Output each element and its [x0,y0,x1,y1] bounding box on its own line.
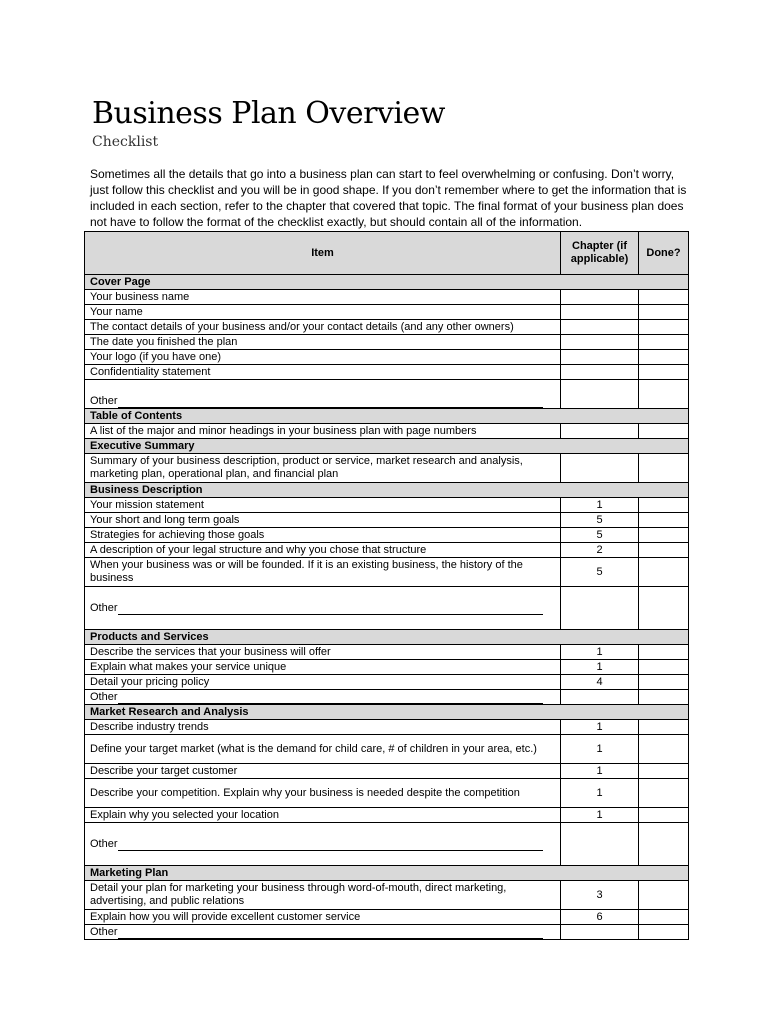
other-entry-cell[interactable] [85,690,561,705]
section-title: Business Description [85,483,689,498]
intro-paragraph: Sometimes all the details that go into a business plan can start to feel overwhelming or confusing. Don’t worry, just follow this checklist and you will be in good shape. If you don’t remember where to get the information that is included in each section, refer to the chapter that covered that topic. The final format of your business plan does not have to follow the format of the checklist exactly, but should contain all of the information. [90,167,687,229]
chapter-cell [561,305,639,320]
chapter-cell [561,925,639,940]
item-text: Strategies for achieving those goals [90,528,265,541]
table-row [85,660,689,675]
chapter-cell: 2 [561,543,639,558]
item-text: When your business was or will be founded. If it is an existing business, the history of the business [90,559,523,584]
item-text: Other [90,837,118,850]
table-row [85,290,689,305]
item-cell [85,881,561,910]
checklist-table [84,231,689,940]
chapter-cell: 4 [561,675,639,690]
item-cell [85,735,561,764]
other-entry-cell[interactable] [85,380,561,409]
done-checkbox-cell[interactable] [639,720,689,735]
chapter-cell [561,350,639,365]
section-header-row [85,275,689,290]
other-line[interactable] [118,604,543,615]
item-cell [85,645,561,660]
item-text: Describe your competition. Explain why your business is needed despite the competition [90,786,520,799]
chapter-cell: 1 [561,660,639,675]
done-checkbox-cell[interactable] [639,305,689,320]
done-checkbox-cell[interactable] [639,558,689,587]
item-text: The contact details of your business and/or your contact details (and any other owners) [90,320,514,333]
item-cell [85,779,561,808]
table-row [85,513,689,528]
done-checkbox-cell[interactable] [639,498,689,513]
done-checkbox-cell[interactable] [639,925,689,940]
item-cell [85,350,561,365]
section-header-row [85,705,689,720]
item-cell [85,335,561,350]
item-cell [85,543,561,558]
section-header-row [85,483,689,498]
section-header-row [85,409,689,424]
section-title: Market Research and Analysis [85,705,689,720]
chapter-cell: 6 [561,910,639,925]
done-checkbox-cell[interactable] [639,779,689,808]
section-title: Executive Summary [85,439,689,454]
table-row [85,305,689,320]
table-row [85,925,689,940]
chapter-cell [561,365,639,380]
item-text: The date you finished the plan [90,335,238,348]
item-text: Define your target market (what is the demand for child care, # of children in your area, etc.) [90,742,537,755]
chapter-cell: 5 [561,528,639,543]
done-checkbox-cell[interactable] [639,690,689,705]
header-done: Done? [639,232,689,275]
chapter-cell: 1 [561,720,639,735]
table-row [85,498,689,513]
chapter-cell: 1 [561,498,639,513]
item-text: A description of your legal structure and why you chose that structure [90,543,427,556]
document-title: Business Plan Overview [92,96,445,131]
item-text: Other [90,690,118,703]
table-row [85,764,689,779]
chapter-cell [561,454,639,483]
other-entry-cell[interactable] [85,587,561,630]
chapter-cell [561,587,639,630]
done-checkbox-cell[interactable] [639,645,689,660]
chapter-cell [561,290,639,305]
table-row [85,365,689,380]
table-row [85,645,689,660]
header-item: Item [85,232,561,275]
done-checkbox-cell[interactable] [639,290,689,305]
done-checkbox-cell[interactable] [639,823,689,866]
chapter-cell: 1 [561,764,639,779]
chapter-cell: 1 [561,645,639,660]
chapter-cell [561,335,639,350]
other-entry-cell[interactable] [85,925,561,940]
item-cell [85,528,561,543]
table-row [85,350,689,365]
item-cell [85,498,561,513]
item-text: Detail your plan for marketing your business through word-of-mouth, direct marketing, advertising, and public relations [90,882,507,907]
table-row [85,587,689,630]
item-text: Your logo (if you have one) [90,350,222,363]
table-row [85,720,689,735]
item-text: Other [90,925,118,938]
item-cell [85,320,561,335]
item-text: Summary of your business description, product or service, market research and analysis, marketing plan, operational plan, and financial plan [90,455,523,480]
done-checkbox-cell[interactable] [639,424,689,439]
other-entry-cell[interactable] [85,823,561,866]
other-line[interactable] [118,840,543,851]
done-checkbox-cell[interactable] [639,454,689,483]
table-header-row [85,232,689,275]
chapter-cell [561,380,639,409]
table-row [85,881,689,910]
item-cell [85,290,561,305]
item-text: Other [90,601,118,614]
item-cell [85,558,561,587]
table-row [85,735,689,764]
item-text: Your name [90,305,143,318]
item-text: Other [90,395,118,407]
other-line[interactable] [118,928,543,939]
table-row [85,823,689,866]
section-title: Marketing Plan [85,866,689,881]
done-checkbox-cell[interactable] [639,543,689,558]
chapter-cell: 5 [561,558,639,587]
table-row [85,528,689,543]
section-title: Cover Page [85,275,689,290]
header-chapter: Chapter (if applicable) [561,232,639,275]
item-text: Describe the services that your business will offer [90,645,331,658]
table-row [85,779,689,808]
item-cell [85,305,561,320]
item-cell [85,720,561,735]
table-row [85,454,689,483]
chapter-cell: 1 [561,735,639,764]
item-text: Describe your target customer [90,764,238,777]
item-text: Detail your pricing policy [90,675,210,688]
item-cell [85,513,561,528]
done-checkbox-cell[interactable] [639,335,689,350]
chapter-cell [561,823,639,866]
done-checkbox-cell[interactable] [639,587,689,630]
item-cell [85,660,561,675]
other-line[interactable] [118,397,543,408]
section-header-row [85,866,689,881]
item-text: Explain what makes your service unique [90,660,287,673]
other-line[interactable] [118,693,543,704]
item-cell [85,365,561,380]
chapter-cell: 1 [561,808,639,823]
chapter-cell: 3 [561,881,639,910]
table-row [85,320,689,335]
done-checkbox-cell[interactable] [639,910,689,925]
done-checkbox-cell[interactable] [639,660,689,675]
table-row [85,543,689,558]
table-row [85,910,689,925]
item-cell [85,808,561,823]
done-checkbox-cell[interactable] [639,764,689,779]
section-title: Products and Services [85,630,689,645]
item-text: Describe industry trends [90,720,209,733]
table-row [85,424,689,439]
done-checkbox-cell[interactable] [639,881,689,910]
table-row [85,690,689,705]
table-row [85,675,689,690]
item-cell [85,454,561,483]
chapter-cell: 5 [561,513,639,528]
item-text: Explain why you selected your location [90,808,279,821]
table-row [85,335,689,350]
table-row [85,558,689,587]
document-subtitle: Checklist [92,134,159,150]
section-title: Table of Contents [85,409,689,424]
done-checkbox-cell[interactable] [639,528,689,543]
done-checkbox-cell[interactable] [639,350,689,365]
done-checkbox-cell[interactable] [639,808,689,823]
done-checkbox-cell[interactable] [639,735,689,764]
item-text: A list of the major and minor headings in your business plan with page numbers [90,424,477,437]
chapter-cell: 1 [561,779,639,808]
chapter-cell [561,424,639,439]
chapter-cell [561,320,639,335]
done-checkbox-cell[interactable] [639,675,689,690]
chapter-cell [561,690,639,705]
item-cell [85,424,561,439]
item-text: Your business name [90,290,190,303]
checklist-body [85,275,689,940]
item-cell [85,910,561,925]
item-text: Your short and long term goals [90,513,240,526]
done-checkbox-cell[interactable] [639,320,689,335]
item-text: Your mission statement [90,498,204,511]
done-checkbox-cell[interactable] [639,380,689,409]
item-text: Confidentiality statement [90,365,211,378]
item-cell [85,675,561,690]
done-checkbox-cell[interactable] [639,513,689,528]
section-header-row [85,630,689,645]
item-cell [85,764,561,779]
section-header-row [85,439,689,454]
table-row [85,808,689,823]
item-text: Explain how you will provide excellent customer service [90,910,361,923]
table-row [85,380,689,409]
done-checkbox-cell[interactable] [639,365,689,380]
